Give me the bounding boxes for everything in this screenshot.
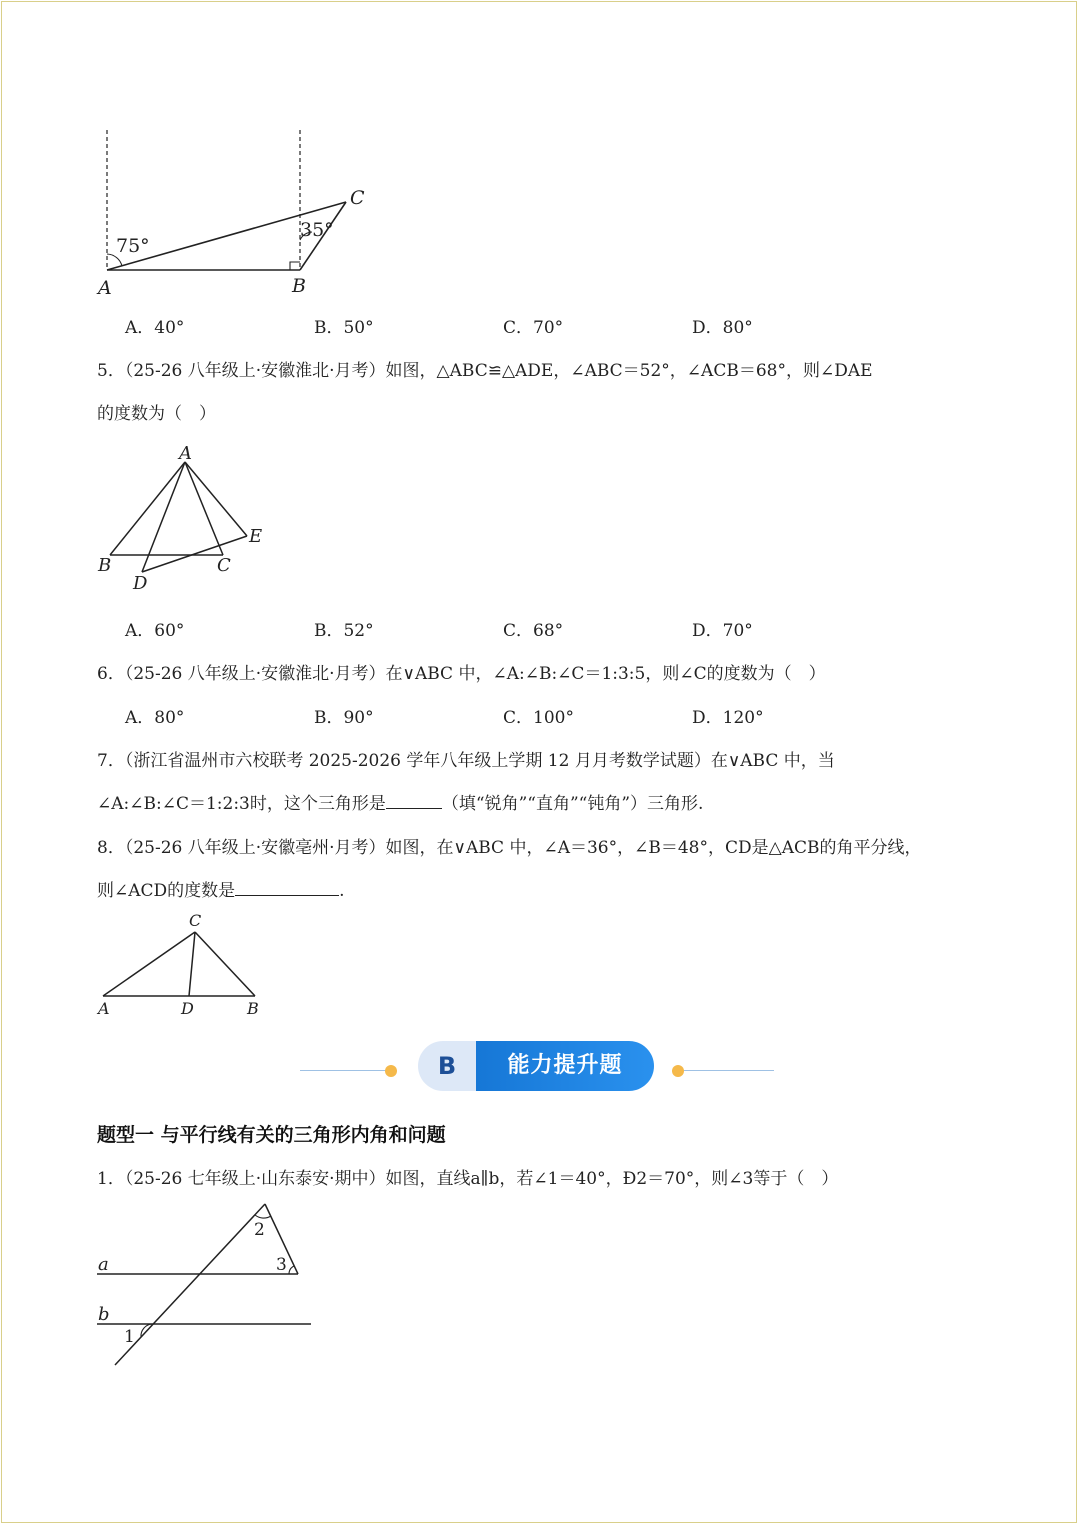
q6-option-d: D．120° bbox=[692, 708, 764, 728]
q8-text-line1: 8．（25-26 八年级上·安徽亳州·月考）如图，在∨ABC 中，∠A＝36°，∠B＝48°，CD是△ACB的角平分线， bbox=[97, 838, 922, 858]
p1-figure bbox=[95, 1195, 325, 1375]
p1-angle-3: 3 bbox=[276, 1255, 287, 1275]
q4-figure bbox=[90, 122, 390, 302]
p1-label-b: b bbox=[98, 1304, 110, 1325]
q7-text-line1: 7．（浙江省温州市六校联考 2025-2026 学年八年级上学期 12 月月考数学试题）在∨ABC 中，当 bbox=[97, 751, 835, 771]
q7-text-line2 bbox=[97, 789, 703, 814]
p1-text: 1．（25-26 七年级上·山东泰安·期中）如图，直线a∥b，若∠1＝40°，Ð2＝70°，则∠3等于（ ） bbox=[97, 1169, 839, 1189]
q7-text-before-blank: ∠A:∠B:∠C＝1:2:3时，这个三角形是 bbox=[97, 794, 386, 814]
q5-option-a: A．60° bbox=[125, 621, 185, 641]
q5-option-b: B．52° bbox=[314, 621, 374, 641]
q6-option-c: C．100° bbox=[503, 708, 574, 728]
q5-label-a: A bbox=[179, 443, 192, 464]
q8-text-before-blank: 则∠ACD的度数是 bbox=[97, 881, 236, 901]
q5-label-b: B bbox=[98, 555, 112, 576]
q8-answer-blank[interactable] bbox=[235, 879, 339, 896]
q4-option-d: D．80° bbox=[692, 318, 753, 338]
q5-label-c: C bbox=[217, 555, 231, 576]
section-banner bbox=[418, 1041, 654, 1091]
q5-text-line1: 5．（25-26 八年级上·安徽淮北·月考）如图，△ABC≌△ADE，∠ABC＝52°，∠ACB＝68°，则∠DAE bbox=[97, 361, 873, 381]
q4-angle-a: 75° bbox=[116, 235, 150, 257]
p1-label-a: a bbox=[98, 1254, 109, 1275]
section-heading: 题型一 与平行线有关的三角形内角和问题 bbox=[97, 1124, 446, 1146]
banner-letter: B bbox=[418, 1041, 476, 1091]
q5-label-e: E bbox=[249, 526, 263, 547]
banner-left-dot bbox=[385, 1065, 397, 1077]
banner-title: 能力提升题 bbox=[476, 1041, 654, 1091]
banner-left-line bbox=[300, 1070, 386, 1071]
q6-option-a: A．80° bbox=[125, 708, 185, 728]
q8-text-line2 bbox=[97, 876, 345, 901]
q7-text-after-blank: （填“锐角”“直角”“钝角”）三角形. bbox=[441, 794, 704, 814]
q4-option-c: C．70° bbox=[503, 318, 564, 338]
q5-figure bbox=[95, 440, 280, 595]
q8-figure bbox=[95, 910, 270, 1020]
q6-option-b: B．90° bbox=[314, 708, 374, 728]
q8-label-c: C bbox=[189, 911, 202, 930]
banner-right-line bbox=[684, 1070, 774, 1071]
q4-label-a: A bbox=[98, 277, 112, 299]
q5-option-c: C．68° bbox=[503, 621, 564, 641]
q4-option-b: B．50° bbox=[314, 318, 374, 338]
p1-angle-1: 1 bbox=[124, 1327, 135, 1347]
q8-label-d: D bbox=[181, 999, 194, 1018]
banner-right-dot bbox=[672, 1065, 684, 1077]
q5-text-line2: 的度数为（ ） bbox=[97, 404, 216, 424]
q4-label-b: B bbox=[292, 275, 306, 297]
q6-text: 6．（25-26 八年级上·安徽淮北·月考）在∨ABC 中，∠A:∠B:∠C＝1:3:5，则∠C的度数为（ ） bbox=[97, 664, 826, 684]
q8-label-b: B bbox=[247, 999, 259, 1018]
q8-label-a: A bbox=[98, 999, 110, 1018]
q4-label-c: C bbox=[350, 187, 365, 209]
q4-option-a: A．40° bbox=[125, 318, 185, 338]
q7-answer-blank[interactable] bbox=[386, 792, 442, 809]
q4-angle-b: 35° bbox=[300, 219, 334, 241]
p1-angle-2: 2 bbox=[254, 1220, 265, 1240]
q5-label-d: D bbox=[133, 573, 148, 594]
q5-option-d: D．70° bbox=[692, 621, 753, 641]
q8-text-after-blank: . bbox=[339, 881, 345, 901]
